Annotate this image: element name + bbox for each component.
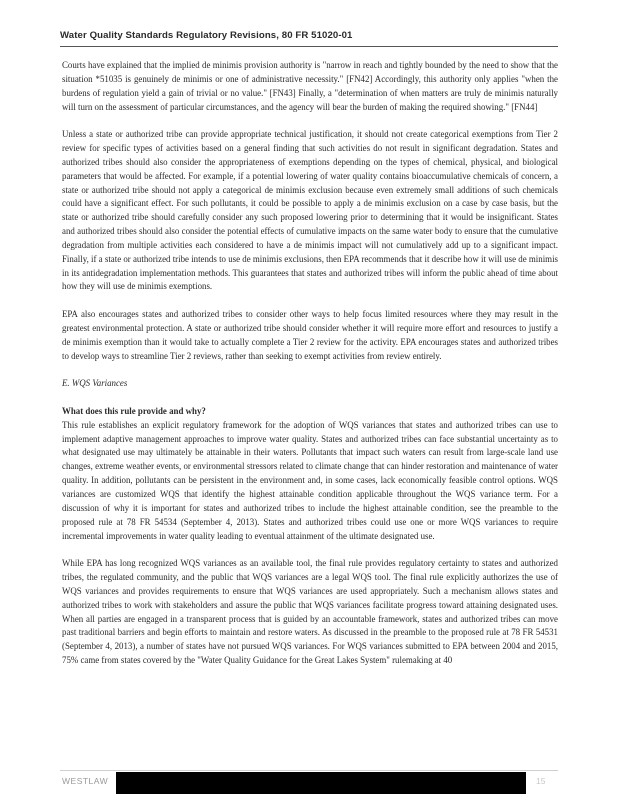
- paragraph-limited-resources: EPA also encourages states and authorized tribes to consider other ways to help focus limited resources where they may result in the greatest environmental protection. A state or authorized tribe should consider whether it will require more effort and resources to justify a de minimis exemption than it would take to actually complete a Tier 2 review for the activity. EPA encourages states and authorized tribes to develop ways to streamline Tier 2 reviews, rather than seeking to exempt activities from review entirely.: [62, 309, 558, 361]
- footer-brand-logo: WESTLAW: [62, 776, 109, 786]
- section-heading: E. WQS Variances: [62, 378, 128, 389]
- paragraph-gap: [62, 294, 558, 308]
- header-rule: [60, 46, 558, 47]
- document-body: [62, 59, 558, 668]
- footer-rule: [60, 770, 558, 771]
- paragraph-variance-framework: This rule establishes an explicit regulatory framework for the adoption of WQS variances that states and authorized tribes can use to implement adaptive management approaches to improve water quality. States and authorized tribes can face substantial uncertainty as to what designated use may ultimately be attainable in their waters. Pollutants that impact such waters can result from large-scale land use changes, extreme weather events, or environmental stressors related to climate change that can hinder restoration and maintenance of water quality. In addition, pollutants can be persistent in the environment and, in some cases, lack economically feasible control options. WQS variances are customized WQS that identify the highest attainable condition applicable throughout the WQS variance term. For a discussion of why it is important for states and authorized tribes to include the highest attainable condition, see the preamble to the proposed rule at 78 FR 54534 (September 4, 2013). States and authorized tribes could use one or more WQS variances to require incremental improvements in water quality leading to eventual attainment of the ultimate designated use.: [62, 419, 558, 541]
- paragraph-gap: [62, 391, 558, 405]
- paragraph-variance-certainty: While EPA has long recognized WQS variances as an available tool, the final rule provides regulatory certainty to states and authorized tribes, the regulated community, and the public that WQS variances are a legal WQS tool. The final rule explicitly authorizes the use of WQS variances and provides requirements to ensure that WQS variances are used appropriately. Such a mechanism allows states and authorized tribes to work with stakeholders and assure the public that WQS variances facilitate progress toward attaining designated uses. When all parties are engaged in a transparent process that is guided by an accountable framework, states and authorized tribes can move past traditional barriers and begin efforts to maintain and restore waters. As discussed in the preamble to the proposed rule at 78 FR 54531 (September 4, 2013), a number of states have not pursued WQS variances. For WQS variances submitted to EPA between 2004 and 2015, 75% came from states covered by the "Water Quality Guidance for the Great Lakes System" rulemaking at 40: [62, 558, 558, 666]
- page-number: 15: [536, 776, 546, 786]
- document-header: Water Quality Standards Regulatory Revisions, 80 FR 51020-01: [60, 30, 353, 41]
- subsection-heading: What does this rule provide and why?: [62, 405, 206, 416]
- paragraph-gap: [62, 363, 558, 377]
- paragraph-de-minimis-courts: Courts have explained that the implied de minimis provision authority is "narrow in reach and tightly bounded by the need to show that the situation *51035 is genuinely de minimis or one of administrative necessity." [FN42] Accordingly, this authority only applies "when the burdens of regulation yield a gain of trivial or no value." [FN43] Finally, a "determination of when matters are truly de minimis naturally will turn on the assessment of particular circumstances, and the agency will bear the burden of making the required showing." [FN44]: [62, 60, 558, 112]
- paragraph-gap: [62, 114, 558, 128]
- paragraph-gap: [62, 543, 558, 557]
- redaction-bar: [116, 772, 526, 794]
- paragraph-categorical-exemptions: Unless a state or authorized tribe can provide appropriate technical justification, it should not create categorical exemptions from Tier 2 review for specific types of activities based on a general finding that such activities do not result in significant degradation. States and authorized tribes should also consider the appropriateness of exemptions depending on the types of chemical, physical, and biological parameters that would be affected. For example, if a potential lowering of water quality contains bioaccumulative chemicals of concern, a state or authorized tribe should not apply a categorical de minimis exclusion because even extremely small additions of such chemicals could have a significant effect. For such pollutants, it could be possible to apply a de minimis exclusion on a case by case basis, but the state or authorized tribe should carefully consider any such proposed lowering prior to determining that it would be insignificant. States and authorized tribes should also consider the potential effects of cumulative impacts on the same water body to ensure that the cumulative degradation from multiple activities each considered to have a de minimis impact will not cumulatively add up to a significant impact. Finally, if a state or authorized tribe intends to use de minimis exclusions, then EPA recommends that it describe how it will use de minimis in its antidegradation implementation methods. This guarantees that states and authorized tribes will inform the public ahead of time about how they will use de minimis exemptions.: [62, 129, 558, 292]
